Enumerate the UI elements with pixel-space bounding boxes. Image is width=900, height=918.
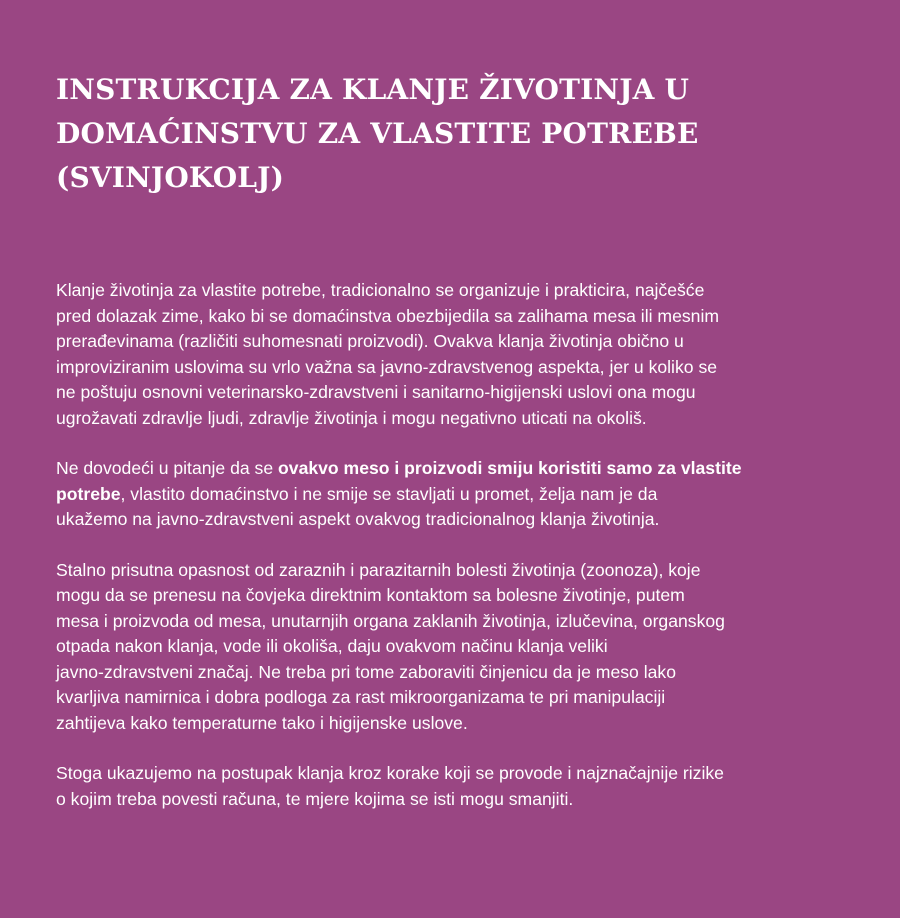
- text-line: Stoga ukazujemo na postupak klanja kroz korake koji se provode i najznačajnije rizike: [56, 763, 724, 783]
- bold-emphasis: ovakvo meso i proizvodi smiju koristiti samo za vlastite: [278, 458, 742, 478]
- text-line: otpada nakon klanja, vode ili okoliša, daju ovakvom načinu klanja veliki: [56, 636, 608, 656]
- paragraph-own-use: [56, 456, 856, 533]
- paragraph-conclusion: [56, 761, 856, 812]
- paragraph-intro: [56, 278, 856, 431]
- text-line: ugrožavati zdravlje ljudi, zdravlje životinja i mogu negativno uticati na okoliš.: [56, 407, 647, 428]
- text-segment: Ne dovodeći u pitanje da se: [56, 458, 279, 478]
- text-line: improviziranim uslovima su vrlo važna sa javno-zdravstvenog aspekta, jer u koliko se: [56, 356, 718, 377]
- text-line: kvarljiva namirnica i dobra podloga za rast mikroorganizama te pri manipulaciji: [56, 687, 666, 707]
- text-line: prerađevinama (različiti suhomesnati proizvodi). Ovakva klanja životinja obično u: [56, 331, 684, 351]
- text-line: pred dolazak zime, kako bi se domaćinstva obezbijedila sa zalihama mesa ili mesnim: [56, 305, 720, 326]
- text-line: mogu da se prenesu na čovjeka direktnim kontaktom sa bolesne životinje, putem: [56, 585, 685, 605]
- title-line: (SVINJOKOLJ): [56, 161, 285, 194]
- text-line: ne poštuju osnovni veterinarsko-zdravstveni i sanitarno-higijenski uslovi ona mogu: [56, 382, 696, 402]
- text-line: javno-zdravstveni značaj. Ne treba pri tome zaboraviti činjenicu da je meso lako: [56, 661, 676, 682]
- title-line: DOMAĆINSTVU ZA VLASTITE POTREBE: [56, 117, 699, 150]
- text-line: [56, 456, 856, 482]
- text-line: Stalno prisutna opasnost od zaraznih i parazitarnih bolesti životinja (zoonoza), koje: [56, 559, 701, 580]
- page-title: [56, 68, 856, 200]
- text-line: ukažemo na javno-zdravstveni aspekt ovakvog tradicionalnog klanja životinja.: [56, 509, 660, 529]
- text-segment: , vlastito domaćinstvo i ne smije se stavljati u promet, želja nam je da: [120, 483, 658, 504]
- title-line: INSTRUKCIJA ZA KLANJE ŽIVOTINJA U: [56, 73, 690, 106]
- text-line: zahtijeva kako temperaturne tako i higijenske uslove.: [56, 712, 468, 733]
- document-body: [56, 278, 856, 812]
- text-line: mesa i proizvoda od mesa, unutarnjih organa zaklanih životinja, izlučevina, organskog: [56, 610, 725, 631]
- text-line: o kojim treba povesti računa, te mjere kojima se isti mogu smanjiti.: [56, 788, 574, 809]
- bold-emphasis: potrebe: [56, 483, 121, 504]
- paragraph-zoonoses: [56, 558, 856, 737]
- text-line: Klanje životinja za vlastite potrebe, tradicionalno se organizuje i prakticira, najčešće: [56, 280, 705, 300]
- text-line: [56, 482, 856, 508]
